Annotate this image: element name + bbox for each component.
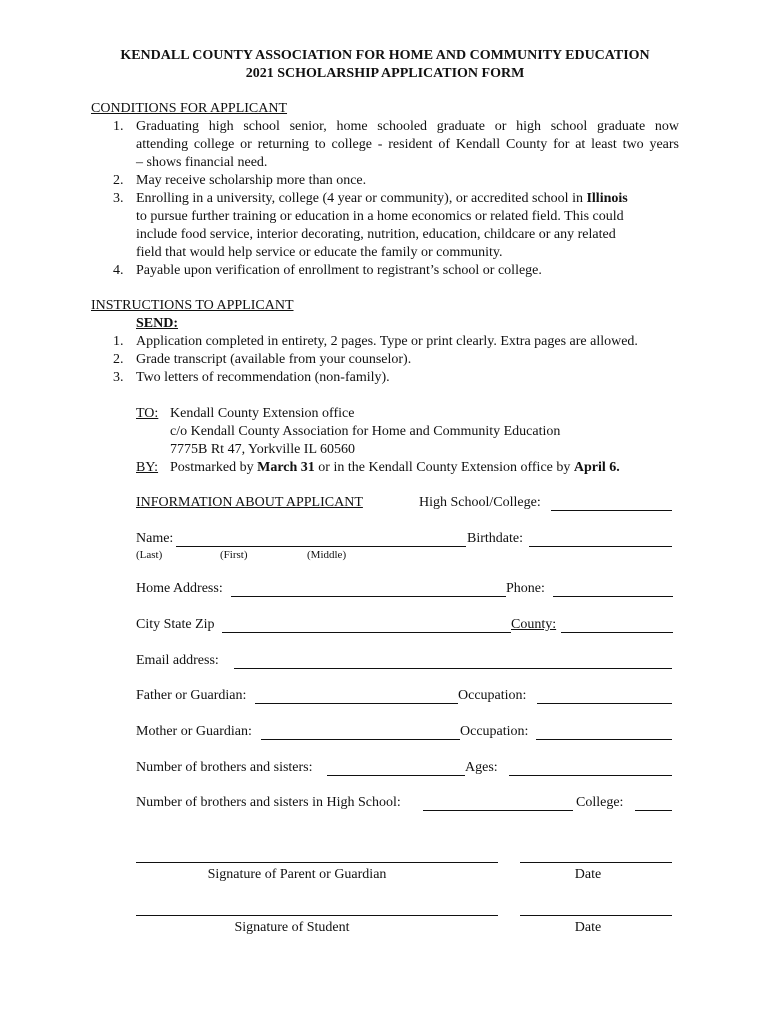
father-guardian-field[interactable] bbox=[255, 689, 458, 704]
home-address-field[interactable] bbox=[231, 582, 506, 597]
condition-3-line4: field that would help service or educate the family or community. bbox=[136, 245, 503, 260]
siblings-high-school-label: Number of brothers and sisters in High School: bbox=[136, 795, 401, 810]
mother-occupation-field[interactable] bbox=[536, 725, 672, 740]
siblings-field[interactable] bbox=[327, 761, 465, 776]
instruction-3-number: 3. bbox=[113, 370, 124, 385]
by-label: BY: bbox=[136, 460, 159, 475]
county-field[interactable] bbox=[561, 618, 673, 633]
postmark-deadline: March 31 bbox=[257, 460, 315, 475]
student-date-label: Date bbox=[574, 920, 602, 935]
deadline-text-part1: Postmarked by bbox=[170, 460, 254, 475]
name-sub-middle: (Middle) bbox=[307, 549, 347, 561]
mailing-address-line3: 7775B Rt 47, Yorkville IL 60560 bbox=[170, 442, 355, 457]
parent-signature-label: Signature of Parent or Guardian bbox=[207, 867, 387, 882]
form-title-line2: 2021 SCHOLARSHIP APPLICATION FORM bbox=[245, 66, 525, 81]
student-date-line[interactable] bbox=[520, 915, 672, 916]
student-signature-label: Signature of Student bbox=[234, 920, 350, 935]
deadline-text-part2: or in the Kendall County Extension office by bbox=[318, 460, 571, 475]
instruction-1-text: Application completed in entirety, 2 pages. Type or print clearly. Extra pages are allowed. bbox=[136, 334, 638, 349]
applicant-info-heading: INFORMATION ABOUT APPLICANT bbox=[136, 495, 363, 510]
condition-1-line1: Graduating high school senior, home schooled graduate or high school graduate now bbox=[136, 119, 679, 134]
city-state-zip-label: City State Zip bbox=[136, 617, 215, 632]
parent-signature-line[interactable] bbox=[136, 862, 498, 863]
condition-3-line3: include food service, interior decorating, nutrition, education, childcare or any related bbox=[136, 227, 616, 242]
deadline-text bbox=[170, 459, 620, 477]
college-label: College: bbox=[576, 795, 624, 810]
father-occupation-field[interactable] bbox=[537, 689, 672, 704]
condition-3-number: 3. bbox=[113, 191, 124, 206]
father-guardian-label: Father or Guardian: bbox=[136, 688, 247, 703]
birthdate-label: Birthdate: bbox=[467, 531, 523, 546]
siblings-college-field[interactable] bbox=[635, 796, 672, 811]
conditions-heading: CONDITIONS FOR APPLICANT bbox=[91, 101, 288, 116]
phone-field[interactable] bbox=[553, 582, 673, 597]
siblings-label: Number of brothers and sisters: bbox=[136, 760, 313, 775]
instruction-2-text: Grade transcript (available from your counselor). bbox=[136, 352, 412, 367]
siblings-high-school-field[interactable] bbox=[423, 796, 573, 811]
school-label: High School/College: bbox=[419, 495, 541, 510]
condition-1-line2: attending college or returning to college - resident of Kendall County for at least two years bbox=[136, 137, 679, 152]
email-label: Email address: bbox=[136, 653, 219, 668]
mother-occupation-label: Occupation: bbox=[460, 724, 529, 739]
condition-4-number: 4. bbox=[113, 263, 124, 278]
condition-3-line1-text: Enrolling in a university, college (4 year or community), or accredited school in bbox=[136, 191, 583, 206]
mother-guardian-field[interactable] bbox=[261, 725, 460, 740]
parent-date-line[interactable] bbox=[520, 862, 672, 863]
birthdate-field[interactable] bbox=[529, 532, 672, 547]
mother-guardian-label: Mother or Guardian: bbox=[136, 724, 252, 739]
condition-3-line1 bbox=[136, 190, 628, 208]
phone-label: Phone: bbox=[506, 581, 545, 596]
mailing-address-line1: Kendall County Extension office bbox=[170, 406, 355, 421]
county-label: County: bbox=[511, 617, 557, 632]
condition-2-number: 2. bbox=[113, 173, 124, 188]
name-label: Name: bbox=[136, 531, 174, 546]
instruction-2-number: 2. bbox=[113, 352, 124, 367]
mailing-address-line2: c/o Kendall County Association for Home and Community Education bbox=[170, 424, 561, 439]
condition-4-text: Payable upon verification of enrollment to registrant’s school or college. bbox=[136, 263, 542, 278]
send-label: SEND: bbox=[136, 316, 179, 331]
name-sub-last: (Last) bbox=[136, 549, 163, 561]
condition-2-text: May receive scholarship more than once. bbox=[136, 173, 367, 188]
parent-date-label: Date bbox=[574, 867, 602, 882]
condition-3-line2: to pursue further training or education in a home economics or related field. This could bbox=[136, 209, 624, 224]
name-sub-first: (First) bbox=[220, 549, 248, 561]
condition-1-line3: – shows financial need. bbox=[136, 155, 268, 170]
office-deadline: April 6. bbox=[573, 460, 620, 475]
condition-1-number: 1. bbox=[113, 119, 124, 134]
ages-field[interactable] bbox=[509, 761, 672, 776]
instructions-heading: INSTRUCTIONS TO APPLICANT bbox=[91, 298, 294, 313]
city-state-zip-field[interactable] bbox=[222, 618, 511, 633]
condition-3-state: Illinois bbox=[586, 191, 628, 206]
ages-label: Ages: bbox=[465, 760, 498, 775]
school-field[interactable] bbox=[551, 496, 672, 511]
student-signature-line[interactable] bbox=[136, 915, 498, 916]
to-label: TO: bbox=[136, 406, 159, 421]
email-field[interactable] bbox=[234, 654, 672, 669]
instruction-3-text: Two letters of recommendation (non-family). bbox=[136, 370, 390, 385]
home-address-label: Home Address: bbox=[136, 581, 223, 596]
instruction-1-number: 1. bbox=[113, 334, 124, 349]
form-title-line1: KENDALL COUNTY ASSOCIATION FOR HOME AND COMMUNITY EDUCATION bbox=[120, 48, 650, 63]
father-occupation-label: Occupation: bbox=[458, 688, 527, 703]
name-field[interactable] bbox=[176, 532, 466, 547]
